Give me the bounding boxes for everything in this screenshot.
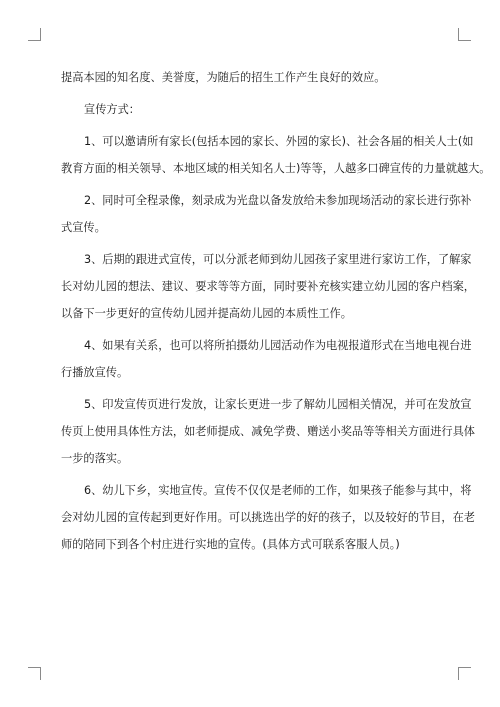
paragraph-item-5	[61, 391, 475, 472]
text-line: 1、可以邀请所有家长(包括本园的家长、外园的家长)、社会各届的相关人士(如	[84, 135, 474, 148]
paragraph-item-3	[61, 246, 475, 327]
crop-mark-bottom-left	[28, 667, 41, 680]
text-line: 一步的落实。	[61, 452, 129, 465]
crop-mark-bottom-right	[458, 667, 471, 680]
text-line: 3、后期的跟进式宣传，可以分派老师到幼儿园孩子家里进行家访工作，了解家	[84, 253, 472, 266]
document-body	[61, 64, 491, 563]
paragraph-intro	[61, 64, 443, 91]
text-line: 会对幼儿园的宣传起到更好作用。可以挑选出学的好的孩子，以及较好的节目，在老	[61, 511, 475, 524]
paragraph-item-4	[61, 332, 472, 386]
text-line: 行播放宣传。	[61, 366, 129, 379]
text-line: 5、印发宣传页进行发放，让家长更进一步了解幼儿园相关情况，并可在发放宣	[84, 398, 472, 411]
text-line: 长对幼儿园的想法、建议、要求等等方面，同时要补充核实建立幼儿园的客户档案，	[61, 280, 475, 293]
text-line: 4、如果有关系，也可以将所拍摄幼儿园活动作为电视报道形式在当地电视台进	[84, 339, 472, 352]
text-line: 传页上使用具体性方法，如老师提成、减免学费、赠送小奖品等等相关方面进行具体	[61, 425, 475, 438]
text-line: 式宣传。	[61, 221, 106, 234]
crop-mark-top-right	[458, 28, 471, 41]
text-line: 以备下一步更好的宣传幼儿园并提高幼儿园的本质性工作。	[61, 307, 352, 320]
paragraph-item-6	[61, 477, 475, 558]
paragraph-item-1	[61, 128, 491, 182]
paragraph-item-2	[61, 187, 472, 241]
text-line: 2、同时可全程录像，刻录成为光盘以备发放给未参加现场活动的家长进行弥补	[84, 194, 472, 207]
text-line: 提高本园的知名度、美誉度，为随后的招生工作产生良好的效应。	[61, 71, 386, 84]
text-line: 宣传方式：	[84, 103, 140, 116]
text-line: 师的陪同下到各个村庄进行实地的宣传。(具体方式可联系客服人员。)	[61, 538, 400, 551]
crop-mark-top-left	[28, 28, 41, 41]
text-line: 6、幼儿下乡，实地宣传。宣传不仅仅是老师的工作，如果孩子能参与其中，将	[84, 484, 472, 497]
text-line: 教育方面的相关领导、本地区域的相关知名人士)等等，人越多口碑宣传的力量就越大。	[61, 162, 491, 175]
paragraph-heading-methods	[61, 96, 443, 123]
